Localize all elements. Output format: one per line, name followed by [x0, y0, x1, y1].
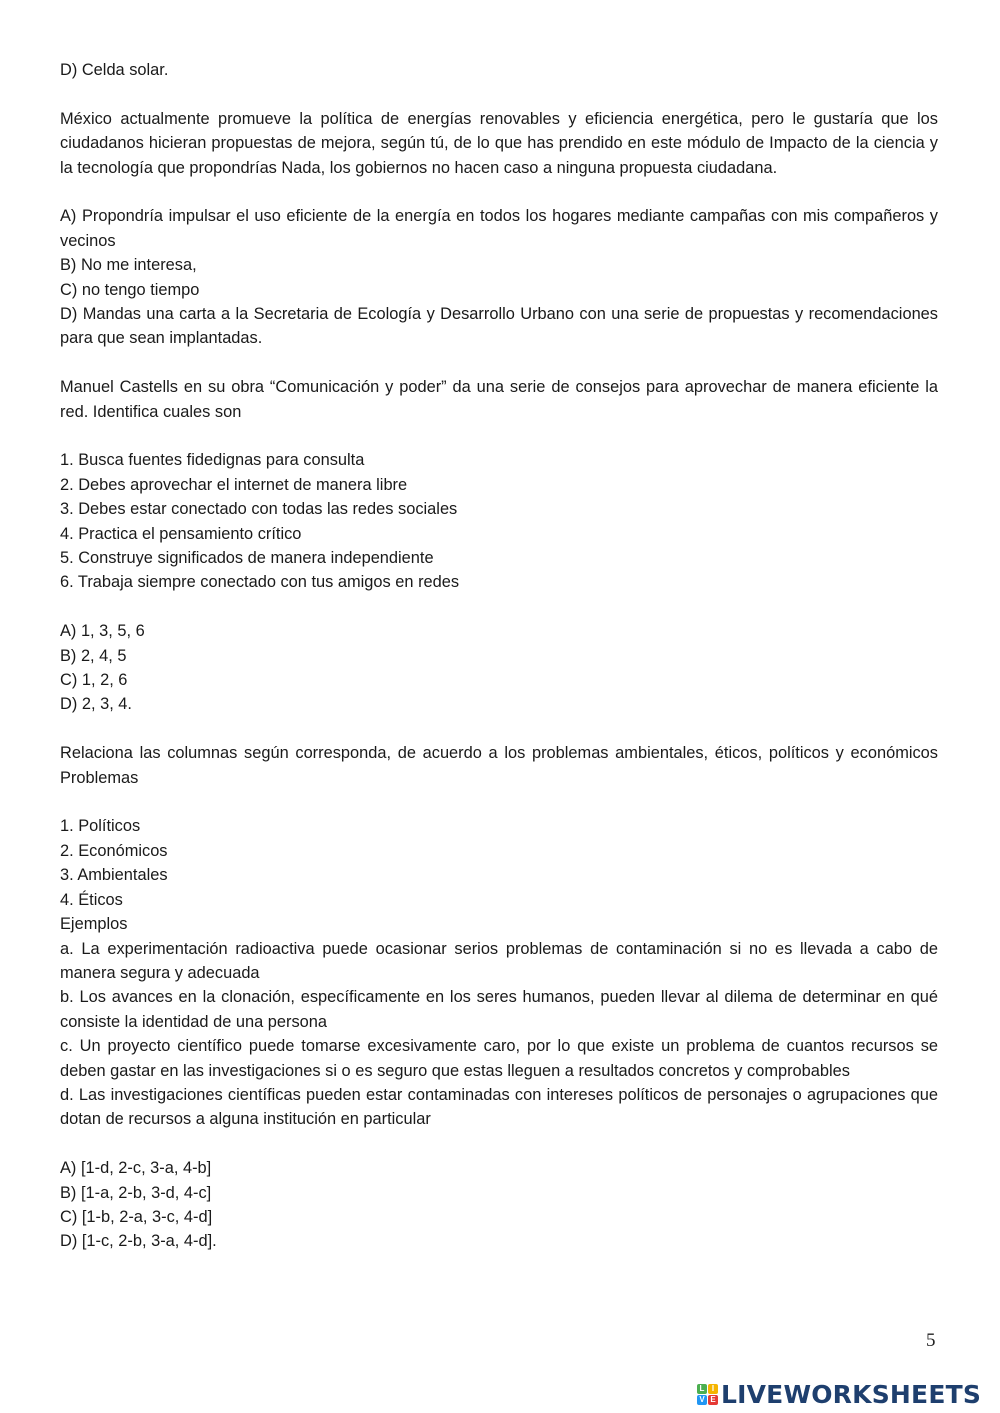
- question-mexico-prompt: México actualmente promueve la política de energías renovables y eficiencia energética, pero le gustaría que los ciudadanos hicieran propuestas de mejora, según tú, de lo que has prendido en este módulo de Impacto de la ciencia y la tecnología que propondrías Nada, los gobiernos no hacen caso a ninguna propuesta ciudadana.: [60, 109, 938, 177]
- list-item: 5. Construye significados de manera independiente: [60, 549, 434, 568]
- example-item: d. Las investigaciones científicas pueden estar contaminadas con intereses políticos de personajes o agrupaciones que dotan de recursos a alguna institución en particular: [60, 1085, 938, 1129]
- liveworksheets-logo: [697, 1380, 981, 1409]
- option: A) [1-d, 2-c, 3-a, 4-b]: [60, 1159, 212, 1178]
- logo-text: LIVEWORKSHEETS: [721, 1380, 982, 1409]
- example-item: c. Un proyecto científico puede tomarse excesivamente caro, por lo que existe un problema de cuantos recursos se deben gastar en las investigaciones si o es seguro que estas lleguen a resultados concretos y comprobables: [60, 1037, 938, 1080]
- example-item: b. Los avances en la clonación, específicamente en los seres humanos, pueden llevar al dilema de determinar en qué consiste la identidad de una persona: [60, 988, 938, 1031]
- option: C) 1, 2, 6: [60, 671, 128, 690]
- list-item: 6. Trabaja siempre conectado con tus amigos en redes: [60, 573, 460, 592]
- option: D) [1-c, 2-b, 3-a, 4-d].: [60, 1232, 217, 1251]
- logo-block: E: [708, 1395, 718, 1405]
- question-mexico-options: [60, 204, 938, 350]
- previous-option-d: D) Celda solar.: [60, 61, 169, 79]
- question-castells-prompt: Manuel Castells en su obra “Comunicación y poder” da una serie de consejos para aprovechar de manera eficiente la red. Identifica cuales son: [60, 378, 938, 421]
- option: B) 2, 4, 5: [60, 646, 127, 665]
- problem-item: 3. Ambientales: [60, 866, 168, 885]
- question-castells-options: [60, 619, 938, 717]
- option: C) no tengo tiempo: [60, 280, 200, 299]
- logo-block: L: [697, 1384, 707, 1394]
- examples-label: Ejemplos: [60, 915, 128, 934]
- logo-block: V: [697, 1395, 707, 1405]
- question-relaciona-columns: [60, 814, 938, 1131]
- document-body: [60, 58, 938, 1278]
- option: C) [1-b, 2-a, 3-c, 4-d]: [60, 1207, 213, 1226]
- question-relaciona-prompt: Relaciona las columnas según corresponda, de acuerdo a los problemas ambientales, éticos, políticos y económicos Problemas: [60, 744, 938, 787]
- option: A) 1, 3, 5, 6: [60, 622, 145, 641]
- problem-item: 4. Éticos: [60, 890, 123, 909]
- option: D) 2, 3, 4.: [60, 695, 132, 714]
- logo-blocks-icon: [697, 1384, 718, 1405]
- option: D) Mandas una carta a la Secretaria de Ecología y Desarrollo Urbano con una serie de propuestas y recomendaciones para que sean implantadas.: [60, 305, 938, 348]
- question-castells-items: [60, 448, 938, 594]
- option: B) No me interesa,: [60, 256, 197, 275]
- option: B) [1-a, 2-b, 3-d, 4-c]: [60, 1183, 212, 1202]
- list-item: 1. Busca fuentes fidedignas para consulta: [60, 451, 365, 470]
- list-item: 2. Debes aprovechar el internet de manera libre: [60, 475, 408, 494]
- list-item: 4. Practica el pensamiento crítico: [60, 524, 302, 543]
- logo-block: I: [708, 1384, 718, 1394]
- example-item: a. La experimentación radioactiva puede ocasionar serios problemas de contaminación si no es llevada a cabo de manera segura y adecuada: [60, 939, 938, 982]
- problem-item: 2. Económicos: [60, 841, 168, 860]
- page-number: 5: [926, 1330, 936, 1351]
- list-item: 3. Debes estar conectado con todas las redes sociales: [60, 500, 458, 519]
- problem-item: 1. Políticos: [60, 817, 141, 836]
- question-relaciona-options: [60, 1156, 938, 1254]
- option: A) Propondría impulsar el uso eficiente de la energía en todos los hogares mediante campañas con mis compañeros y vecinos: [60, 207, 938, 250]
